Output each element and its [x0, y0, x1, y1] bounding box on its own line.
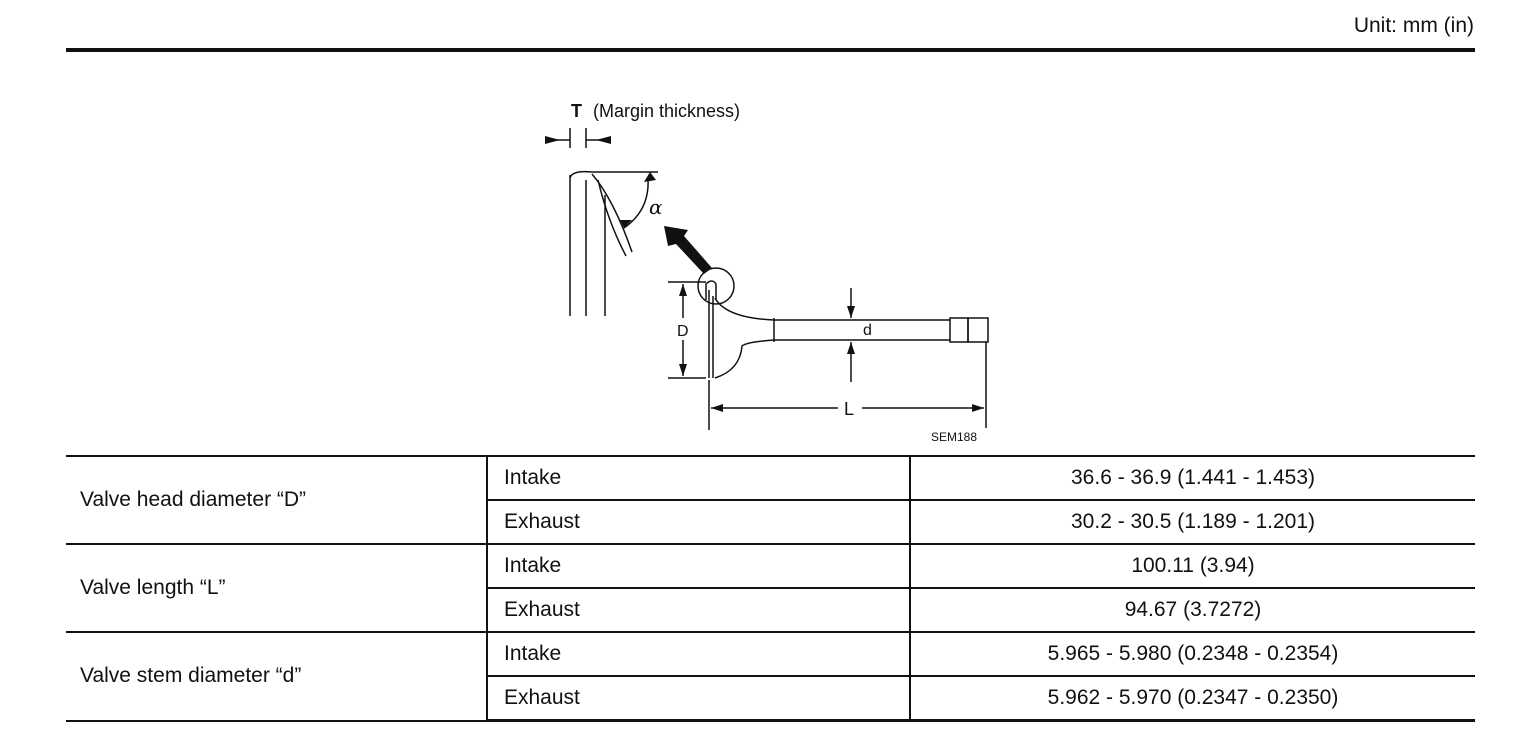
head-diameter-label: D [677, 323, 689, 340]
valve-spec-table [66, 455, 1475, 722]
valve-head-top-fillet [715, 298, 774, 320]
head-diameter-arrow-top [679, 284, 687, 296]
head-diameter-arrow-bottom [679, 364, 687, 376]
length-arrow-left [711, 404, 723, 412]
value-cell: 36.6 - 36.9 (1.441 - 1.453) [910, 456, 1475, 500]
unit-label: Unit: mm (in) [1353, 14, 1474, 37]
detail-circle-mark [706, 281, 716, 300]
table-row [66, 456, 1475, 500]
stem-tip [968, 318, 988, 342]
type-cell: Exhaust [487, 500, 910, 544]
type-cell: Exhaust [487, 588, 910, 632]
parameter-cell: Valve stem diameter “d” [66, 632, 487, 721]
stem-diameter-label: d [863, 322, 872, 339]
length-arrow-right [972, 404, 984, 412]
table-row [66, 632, 1475, 676]
detail-seat-face-inner [598, 180, 626, 256]
length-label: L [844, 399, 855, 419]
table-row [66, 544, 1475, 588]
stem-diameter-arrow-bottom [847, 342, 855, 354]
value-cell: 5.962 - 5.970 (0.2347 - 0.2350) [910, 676, 1475, 721]
detail-valve-top [570, 172, 658, 178]
detail-pointer-arrow [664, 226, 712, 274]
figure-code: SEM188 [931, 430, 978, 444]
detail-seat-face-outer [592, 174, 632, 252]
type-cell: Intake [487, 544, 910, 588]
type-cell: Intake [487, 456, 910, 500]
angle-arrow-head-top [644, 172, 656, 182]
margin-thickness-symbol: T [571, 101, 582, 121]
value-cell: 100.11 (3.94) [910, 544, 1475, 588]
angle-label: α [649, 195, 663, 219]
parameter-cell: Valve length “L” [66, 544, 487, 632]
parameter-cell: Valve head diameter “D” [66, 456, 487, 544]
valve-head-bottom-fillet [715, 340, 774, 378]
value-cell: 30.2 - 30.5 (1.189 - 1.201) [910, 500, 1475, 544]
margin-thickness-label: (Margin thickness) [593, 101, 741, 121]
stem-diameter-arrow-top [847, 306, 855, 318]
margin-arrow-head-left [545, 136, 560, 144]
type-cell: Exhaust [487, 676, 910, 721]
margin-arrow-head-right [596, 136, 611, 144]
value-cell: 5.965 - 5.980 (0.2348 - 0.2354) [910, 632, 1475, 676]
type-cell: Intake [487, 632, 910, 676]
stem-groove [950, 318, 968, 342]
value-cell: 94.67 (3.7272) [910, 588, 1475, 632]
